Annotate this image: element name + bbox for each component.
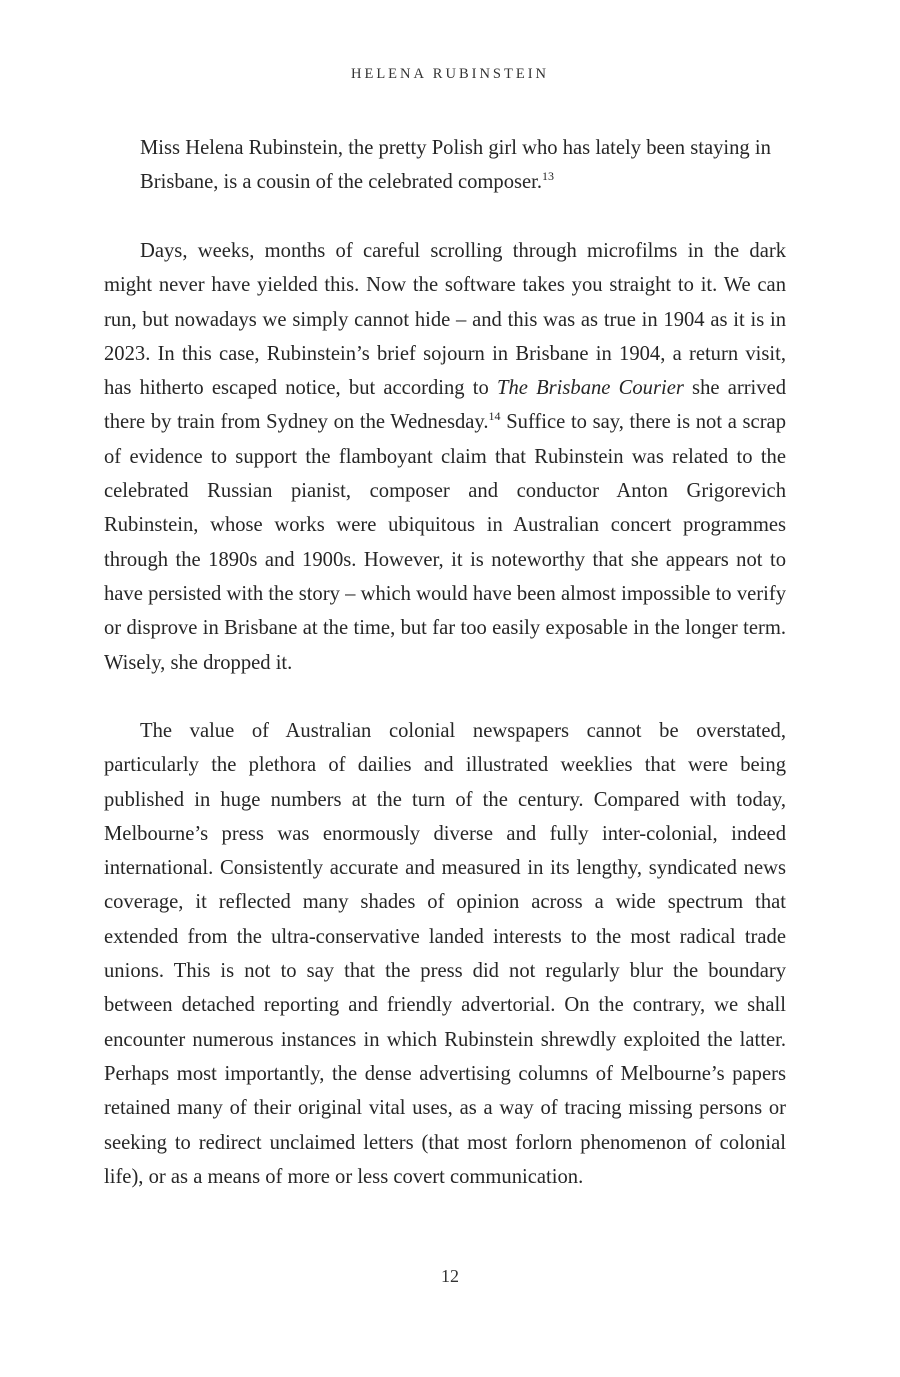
running-head: HELENA RUBINSTEIN [350, 66, 549, 82]
paragraph-1 [104, 234, 786, 680]
publication-title: The Brisbane Courier [497, 377, 684, 400]
paragraph-1-part-3: Suffice to say, there is not a scrap of evidence to support the flamboyant claim that Rubinstein was related to the celebrated Russian pianist, composer and conductor Anton Grigorevich Rubinstein, whose works were ubiquitous in Australian concert programmes through the 1890s and 1900s. However, it is noteworthy that she appears not to have persisted with the story – which would have been almost impossible to verify or disprove in Brisbane at the time, but far too easily exposable in the longer term. Wisely, she dropped it. [104, 411, 786, 674]
paragraph-2 [104, 714, 786, 1194]
paragraph-1-part-1: Days, weeks, months of careful scrolling through microfilms in the dark might never have yielded this. Now the software takes you straight to it. We can run, but nowadays we simply cannot hide – and this was as true in 1904 as it is in 2023. In this case, Rubinstein’s brief sojourn in Brisbane in 1904, a return visit, has hitherto escaped notice, but according to [104, 240, 786, 400]
paragraph-1-part-2: she arrived there by train from Sydney on the Wednesday. [104, 377, 787, 434]
footnote-ref-14: 14 [488, 409, 501, 424]
block-quote [140, 131, 780, 200]
page-number: 12 [441, 1266, 459, 1286]
footnote-ref-13: 13 [542, 169, 555, 184]
quote-text: Miss Helena Rubinstein, the pretty Polish girl who has lately been staying in Brisbane, is a cousin of the celebrated composer. [140, 137, 771, 194]
paragraph-2-text: The value of Australian colonial newspapers cannot be overstated, particularly the plethora of dailies and illustrated weeklies that were being published in huge numbers at the turn of the century. Compared with today, Melbourne’s press was enormously diverse and fully inter-colonial, indeed international. Consistently accurate and measured in its lengthy, syndicated news coverage, it reflected many shades of opinion across a wide spectrum that extended from the ultra-conservative landed interests to the most radical trade unions. This is not to say that the press did not regularly blur the boundary between detached reporting and friendly advertorial. On the contrary, we shall encounter numerous instances in which Rubinstein shrewdly exploited the latter. Perhaps most importantly, the dense advertising columns of Melbourne’s papers retained many of their original vital uses, as a way of tracing missing persons or seeking to redirect unclaimed letters (that most forlorn phenomenon of colonial life), or as a means of more or less covert communication. [104, 720, 786, 1188]
